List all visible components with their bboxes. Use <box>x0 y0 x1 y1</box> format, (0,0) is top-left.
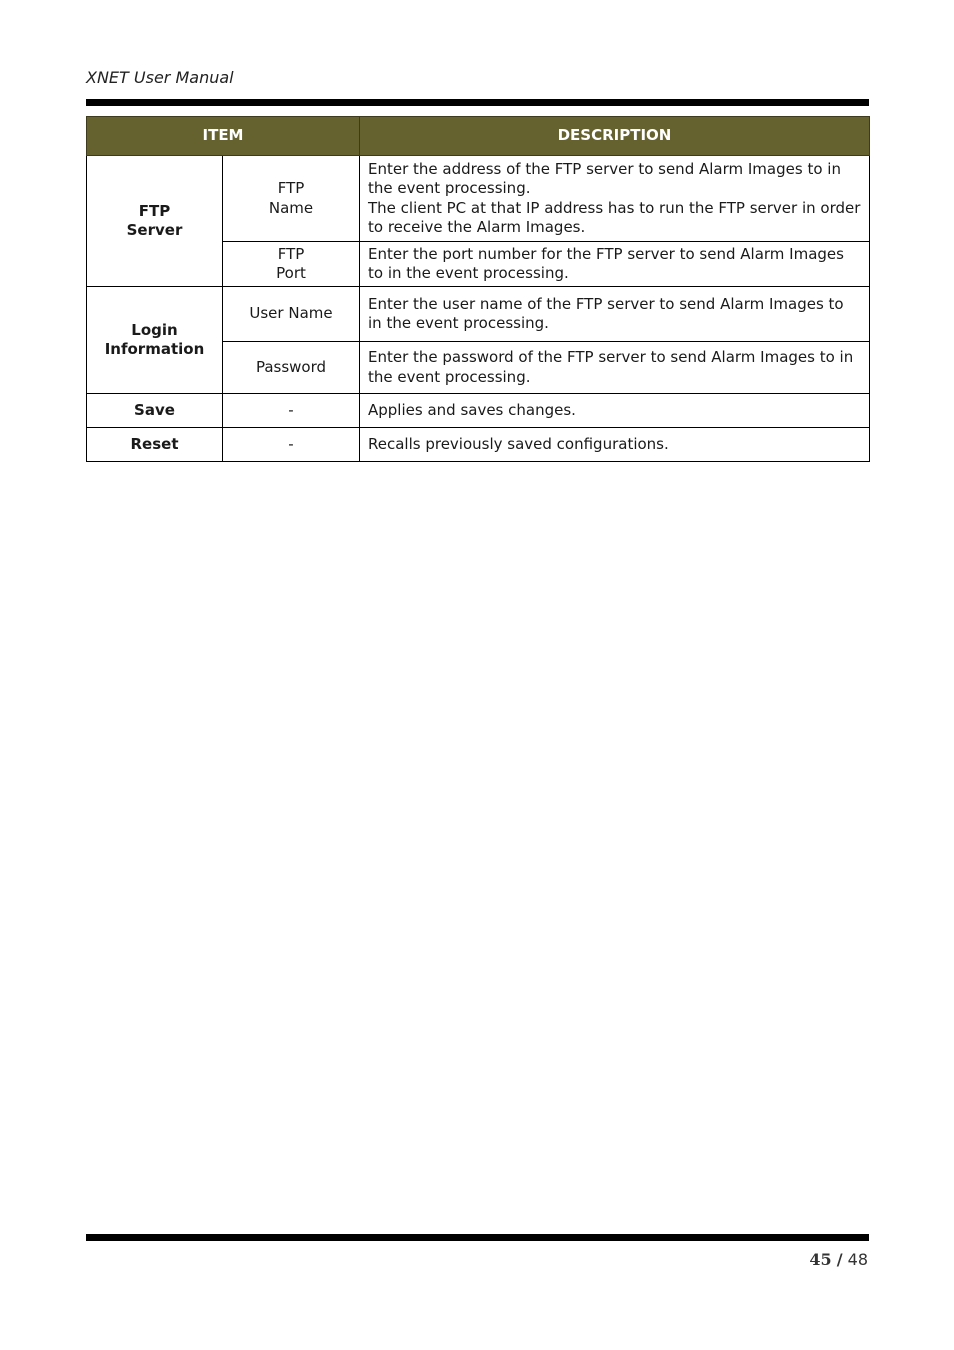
footer-rule <box>86 1234 869 1241</box>
subitem-reset: - <box>223 428 360 462</box>
item-login-information: Login Information <box>87 287 223 394</box>
table-header-row <box>87 117 870 156</box>
page-number <box>809 1250 868 1269</box>
page-total: 48 <box>847 1250 868 1269</box>
table-row <box>87 428 870 462</box>
page-current: 45 <box>809 1250 832 1269</box>
column-header-item: ITEM <box>87 117 360 156</box>
header-rule <box>86 99 869 106</box>
description-reset: Recalls previously saved configurations. <box>360 428 870 462</box>
subitem-ftp-name: FTP Name <box>223 156 360 242</box>
column-header-description: DESCRIPTION <box>360 117 870 156</box>
description-user-name: Enter the user name of the FTP server to send Alarm Images to in the event processing. <box>360 287 870 342</box>
description-password: Enter the password of the FTP server to send Alarm Images to in the event processing. <box>360 342 870 394</box>
subitem-save: - <box>223 394 360 428</box>
document-title: XNET User Manual <box>86 68 234 87</box>
item-save: Save <box>87 394 223 428</box>
page-separator: / <box>836 1250 843 1269</box>
description-save: Applies and saves changes. <box>360 394 870 428</box>
table-row <box>87 394 870 428</box>
table-row <box>87 287 870 342</box>
subitem-user-name: User Name <box>223 287 360 342</box>
settings-table <box>86 116 870 462</box>
item-ftp-server: FTP Server <box>87 156 223 287</box>
description-ftp-port: Enter the port number for the FTP server to send Alarm Images to in the event processing. <box>360 242 870 287</box>
table-row <box>87 156 870 242</box>
subitem-ftp-port: FTP Port <box>223 242 360 287</box>
description-ftp-name: Enter the address of the FTP server to send Alarm Images to in the event processing. The client PC at that IP address has to run the FTP server in order to receive the Alarm Images. <box>360 156 870 242</box>
subitem-password: Password <box>223 342 360 394</box>
item-reset: Reset <box>87 428 223 462</box>
